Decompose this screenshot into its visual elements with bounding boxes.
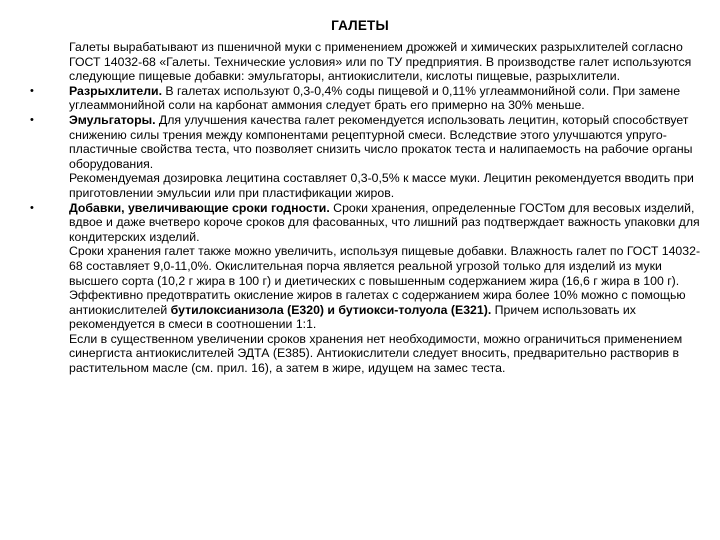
- paragraph-text: Сроки хранения галет также можно увеличить, используя пищевые добавки. Влажность галет по ГОСТ 14032-68 составляет 9,0-11,0%. Окислительная порча является реальной угрозой только для изделий из муки высшего сорта (10,2 г жира в 100 г) и диетических с повышенным содержанием жира (16,6 г жира в 100 г).: [69, 244, 701, 288]
- paragraph-text: Для улучшения качества галет рекомендуется использовать лецитин, который способствует снижению силы трения между компонентами рецептурной смеси. Вследствие этого улучшаются упруго-пластичные свойства теста, что позволяет снизить число прокаток теста и налипаемость на рабочие органы оборудования.: [69, 112, 693, 171]
- slide-body: [26, 40, 706, 376]
- bullet-marker: •: [30, 113, 34, 126]
- paragraph-intro: [26, 40, 706, 84]
- paragraph-shelf-life-additives: [26, 201, 706, 245]
- paragraph-synergist: [26, 332, 706, 376]
- paragraph-text: Если в существенном увеличении сроков хранения нет необходимости, можно ограничиться применением синергиста антиокислителей ЭДТА (Е385). Антиокислители следует вносить, предварительно растворив в растительном масле (см. прил. 16), а затем в жире, идущем на замес теста.: [69, 331, 683, 376]
- paragraph-leaveners: [26, 84, 706, 113]
- paragraph-text: Галеты вырабатывают из пшеничной муки с применением дрожжей и химических разрыхлителей согласно ГОСТ 14032-68 «Галеты. Технические условия» или по ТУ предприятия. В производстве галет используются следующие пищевые добавки: эмульгаторы, антиокислители, кислоты пищевые, разрыхлители.: [69, 40, 692, 84]
- paragraph-emulsifiers: [26, 113, 706, 171]
- paragraph-humidity: [26, 244, 706, 288]
- paragraph-lead: Добавки, увеличивающие сроки годности.: [69, 200, 330, 215]
- paragraph-lead: Разрыхлители.: [69, 83, 163, 98]
- bullet-marker: •: [30, 84, 34, 97]
- paragraph-lecithin-dosage: [26, 171, 706, 200]
- paragraph-text: Рекомендуемая дозировка лецитина составляет 0,3-0,5% к массе муки. Лецитин рекомендуется вводить при приготовлении эмульсии или при пластификации жиров.: [69, 171, 694, 200]
- paragraph-text: В галетах используют 0,3-0,4% соды пищевой и 0,11% углеаммонийной соли. При замене углеаммонийной соли на карбонат аммония следует брать его примерно на 30% меньше.: [69, 83, 681, 113]
- paragraph-lead: Эмульгаторы.: [69, 112, 156, 127]
- paragraph-tail: Причем использовать их рекомендуется в смеси в соотношении 1:1.: [69, 302, 636, 332]
- bullet-marker: •: [30, 201, 34, 214]
- slide-title: ГАЛЕТЫ: [331, 18, 389, 33]
- paragraph-text: Сроки хранения, определенные ГОСТом для весовых изделий, вдвое и даже вчетверо короче сроков для фасованных, что лишний раз подтверждает важность упаковки для кондитерских изделий.: [69, 200, 700, 244]
- paragraph-text: Эффективно предотвратить окисление жиров в галетах с содержанием жира более 10% можно с помощью антиокислителей: [69, 288, 686, 317]
- paragraph-antioxidants: [26, 288, 706, 332]
- paragraph-emphasis: бутилоксианизола (Е320) и бутиокси-толуола (Е321).: [170, 302, 492, 317]
